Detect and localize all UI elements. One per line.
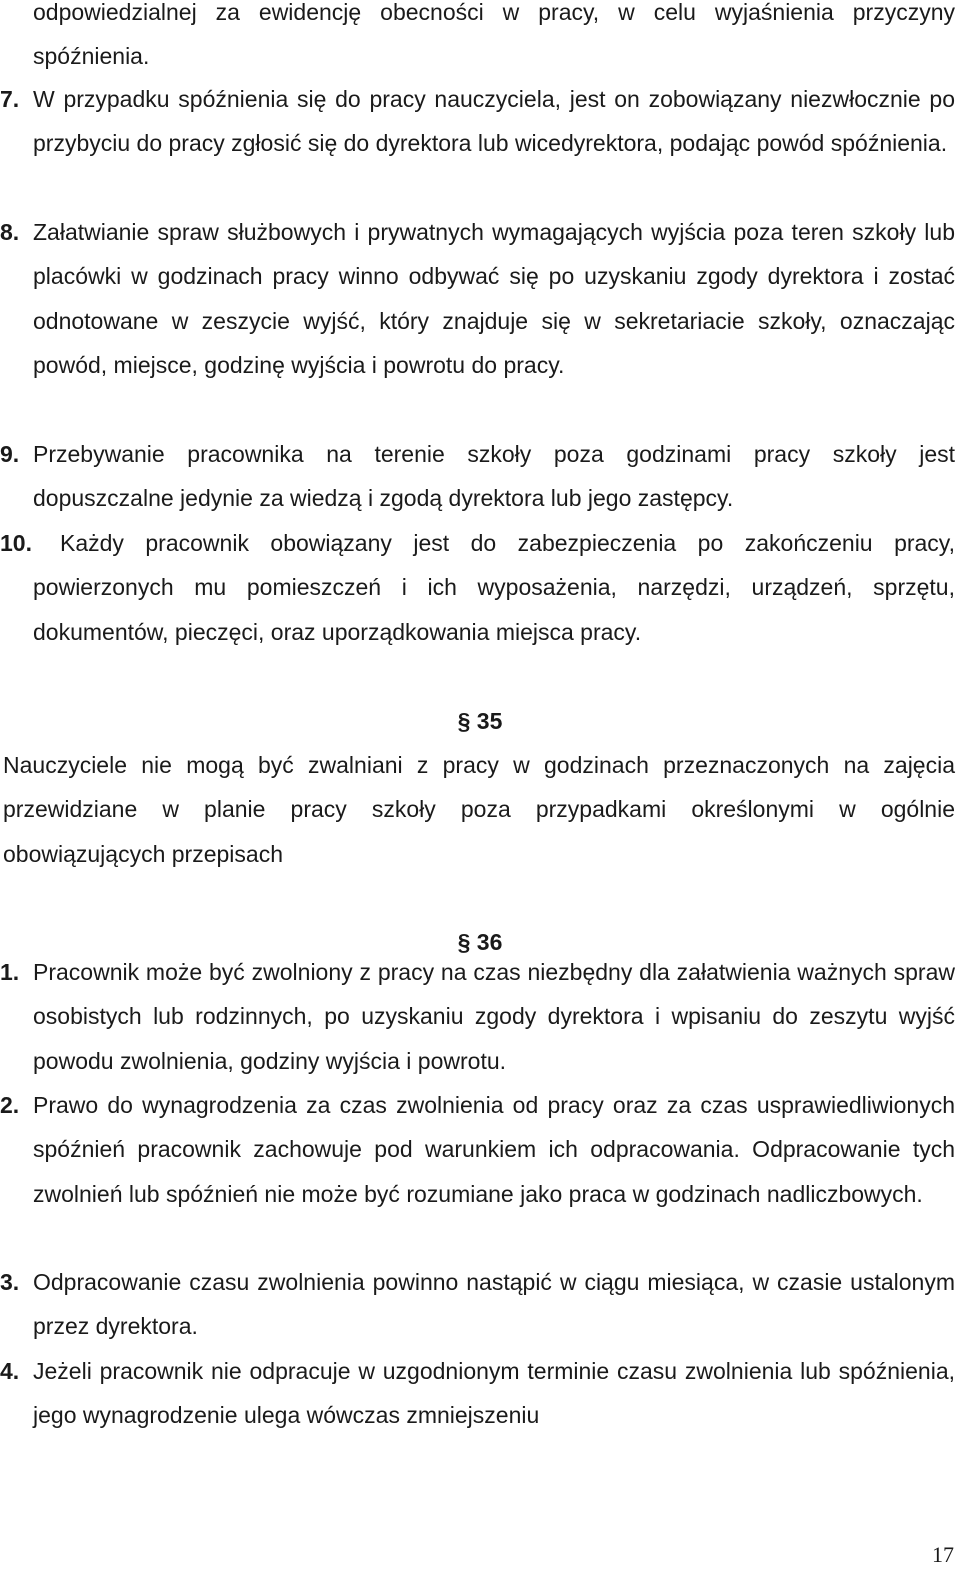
section-36-item-4 xyxy=(0,1349,955,1438)
list-item-10 xyxy=(0,521,955,654)
section-heading-35: § 35 xyxy=(457,708,503,734)
paragraph-text: Nauczyciele nie mogą być zwalniani z pracy w godzinach przeznaczonych na zajęcia przewidziane w planie pracy szkoły poza przypadkami określonymi w ogólnie obowiązujących przepisach xyxy=(3,752,955,867)
section-36-item-2 xyxy=(0,1083,955,1216)
section-heading-36: § 36 xyxy=(457,929,503,955)
list-item-text: W przypadku spóźnienia się do pracy nauczyciela, jest on zobowiązany niezwłocznie po przybyciu do pracy zgłosić się do dyrektora lub wicedyrektora, podając powód spóźnienia. xyxy=(33,86,955,157)
list-item-text: Jeżeli pracownik nie odpracuje w uzgodnionym terminie czasu zwolnienia lub spóźnienia, jego wynagrodzenie ulega wówczas zmniejszeniu xyxy=(33,1358,955,1429)
list-number: 8. xyxy=(0,219,20,245)
list-item-8 xyxy=(0,210,955,388)
list-number: 10. xyxy=(0,530,32,556)
list-number: 1. xyxy=(0,959,20,985)
fragment-text: odpowiedzialnej za ewidencję obecności w pracy, w celu wyjaśnienia przyczyny spóźnienia. xyxy=(33,0,955,70)
section-36-item-3 xyxy=(0,1260,955,1349)
list-item-9 xyxy=(0,432,955,521)
list-number: 4. xyxy=(0,1358,20,1384)
list-item-text: Załatwianie spraw służbowych i prywatnych wymagających wyjścia poza teren szkoły lub placówki w godzinach pracy winno odbywać się po uzyskaniu zgody dyrektora i zostać odnotowane w zeszycie wyjść, który znajduje się w sekretariacie szkoły, oznaczając powód, miejsce, godzinę wyjścia i powrotu do pracy. xyxy=(33,219,955,379)
section-36-item-1 xyxy=(0,950,955,1083)
page-number: 17 xyxy=(932,1542,954,1567)
list-number: 2. xyxy=(0,1092,20,1118)
list-number: 9. xyxy=(0,441,20,467)
list-item-text: Prawo do wynagrodzenia za czas zwolnienia od pracy oraz za czas usprawiedliwionych spóźnień pracownik zachowuje pod warunkiem ich odpracowania. Odpracowanie tych zwolnień lub spóźnień nie może być rozumiane jako praca w godzinach nadliczbowych. xyxy=(33,1092,955,1207)
list-item-text: Pracownik może być zwolniony z pracy na czas niezbędny dla załatwienia ważnych spraw osobistych lub rodzinnych, po uzyskaniu zgody dyrektora i wpisaniu do zeszytu wyjść powodu zwolnienia, godziny wyjścia i powrotu. xyxy=(33,959,955,1074)
list-number: 7. xyxy=(0,86,20,112)
list-item-text: Przebywanie pracownika na terenie szkoły poza godzinami pracy szkoły jest dopuszczalne jedynie za wiedzą i zgodą dyrektora lub jego zastępcy. xyxy=(33,441,955,512)
list-item-text: Każdy pracownik obowiązany jest do zabezpieczenia po zakończeniu pracy, powierzonych mu pomieszczeń i ich wyposażenia, narzędzi, urządzeń, sprzętu, dokumentów, pieczęci, oraz uporządkowania miejsca pracy. xyxy=(33,530,955,645)
list-item-7 xyxy=(0,77,955,166)
section-35-paragraph xyxy=(3,743,955,876)
paragraph-fragment xyxy=(33,0,955,79)
list-item-text: Odpracowanie czasu zwolnienia powinno nastąpić w ciągu miesiąca, w czasie ustalonym przez dyrektora. xyxy=(33,1269,955,1340)
list-number: 3. xyxy=(0,1269,20,1295)
